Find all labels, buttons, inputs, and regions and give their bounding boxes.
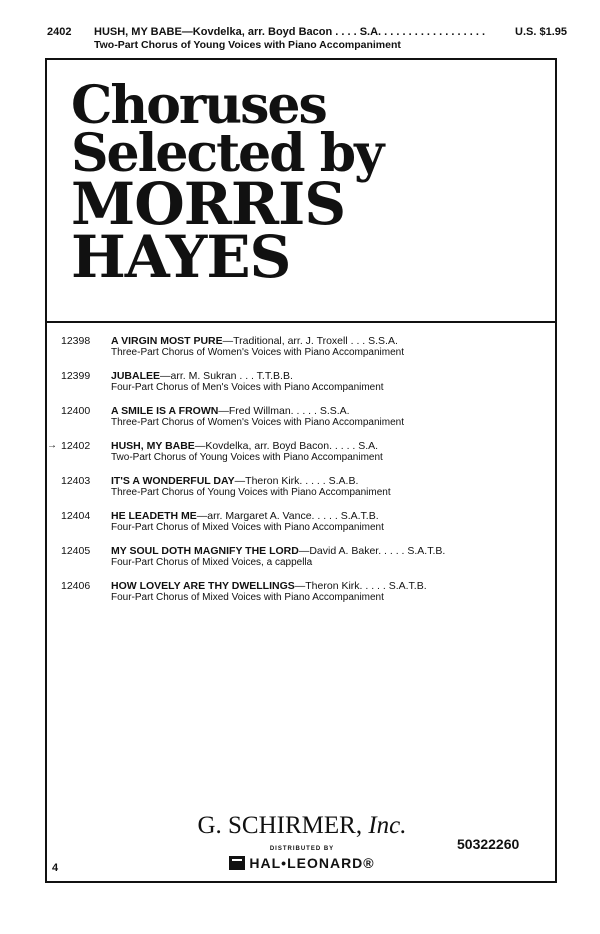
distributor-name: HAL•LEONARD®: [249, 855, 375, 871]
item-detail: —Kovdelka, arr. Boyd Bacon. . . . . S.A.: [194, 440, 379, 452]
distributor-logo: [187, 855, 417, 871]
list-item: [47, 440, 541, 464]
item-subtitle: Three-Part Chorus of Young Voices with Piano Accompaniment: [111, 487, 391, 498]
product-code: 50322260: [457, 836, 520, 852]
item-subtitle: Four-Part Chorus of Mixed Voices with Piano Accompaniment: [111, 592, 384, 603]
item-detail: —Theron Kirk. . . . . S.A.T.B.: [294, 580, 427, 592]
item-detail: —David A. Baker. . . . . S.A.T.B.: [298, 545, 446, 557]
arrow-icon: →: [47, 440, 57, 451]
item-number: 12404: [61, 510, 91, 522]
item-body: [111, 370, 541, 394]
item-number: → 12402: [47, 440, 91, 452]
item-subtitle: Two-Part Chorus of Young Voices with Piano Accompaniment: [111, 452, 383, 463]
publisher-name: G. SCHIRMER, Inc.: [197, 812, 407, 839]
item-title: HOW LOVELY ARE THY DWELLINGS: [111, 580, 295, 592]
cover-title: [71, 75, 383, 292]
item-title: MY SOUL DOTH MAGNIFY THE LORD: [111, 545, 299, 557]
divider: [47, 321, 555, 323]
header-number: 2402: [47, 26, 72, 38]
publisher-block: [187, 812, 417, 871]
item-detail: —arr. M. Sukran . . . T.T.B.B.: [160, 370, 293, 382]
list-item: [61, 335, 541, 359]
distributed-by: DISTRIBUTED BY: [269, 846, 335, 852]
cover-line-1: Choruses: [71, 75, 326, 136]
item-subtitle: Four-Part Chorus of Men's Voices with Piano Accompaniment: [111, 382, 384, 393]
item-body: [111, 545, 541, 569]
item-title: JUBALEE: [111, 370, 161, 382]
list-item: [61, 405, 541, 429]
header-row: [47, 26, 567, 39]
page-number: 4: [52, 862, 59, 874]
item-body: [111, 580, 541, 604]
list-item: [61, 580, 541, 604]
item-subtitle: Four-Part Chorus of Mixed Voices, a cappella: [111, 557, 313, 568]
header-price: U.S. $1.95: [515, 26, 567, 38]
item-subtitle: Four-Part Chorus of Mixed Voices with Piano Accompaniment: [111, 522, 384, 533]
item-title: IT'S A WONDERFUL DAY: [111, 475, 235, 487]
list-item: [61, 475, 541, 499]
item-title: A SMILE IS A FROWN: [111, 405, 219, 417]
list-item: [61, 510, 541, 534]
cover-line-3: MORRIS: [71, 169, 346, 238]
item-body: [111, 510, 541, 534]
list-item: [61, 545, 541, 569]
chorus-list: [47, 335, 541, 615]
cover-frame: [45, 58, 557, 883]
header-title: HUSH, MY BABE—Kovdelka, arr. Boyd Bacon . . . . S.A. . . . . . . . . . . . . . . . . .: [94, 26, 485, 38]
item-subtitle: Three-Part Chorus of Women's Voices with Piano Accompaniment: [111, 417, 404, 428]
cover-line-2: Selected by: [71, 122, 383, 184]
item-number: 12400: [61, 405, 91, 417]
list-item: [61, 370, 541, 394]
item-body: [111, 440, 541, 464]
item-number: 12406: [61, 580, 91, 592]
item-number: 12403: [61, 475, 91, 487]
item-detail: —arr. Margaret A. Vance. . . . . S.A.T.B.: [196, 510, 379, 522]
header-subtitle: Two-Part Chorus of Young Voices with Piano Accompaniment: [94, 39, 401, 51]
item-number: 12405: [61, 545, 91, 557]
item-title: HE LEADETH ME: [111, 510, 197, 522]
item-detail: —Traditional, arr. J. Troxell . . . S.S.A.: [222, 335, 398, 347]
item-detail: —Fred Willman. . . . . S.S.A.: [218, 405, 350, 417]
item-body: [111, 405, 541, 429]
item-detail: —Theron Kirk. . . . . S.A.B.: [234, 475, 359, 487]
item-number: 12398: [61, 335, 91, 347]
cover-line-4: HAYES: [71, 223, 291, 292]
item-number: 12399: [61, 370, 91, 382]
item-body: [111, 475, 541, 499]
hal-leonard-logo-icon: [229, 856, 245, 870]
item-subtitle: Three-Part Chorus of Women's Voices with Piano Accompaniment: [111, 347, 404, 358]
header: [47, 26, 567, 52]
item-title: HUSH, MY BABE: [111, 440, 195, 452]
item-body: [111, 335, 541, 359]
item-title: A VIRGIN MOST PURE: [111, 335, 223, 347]
